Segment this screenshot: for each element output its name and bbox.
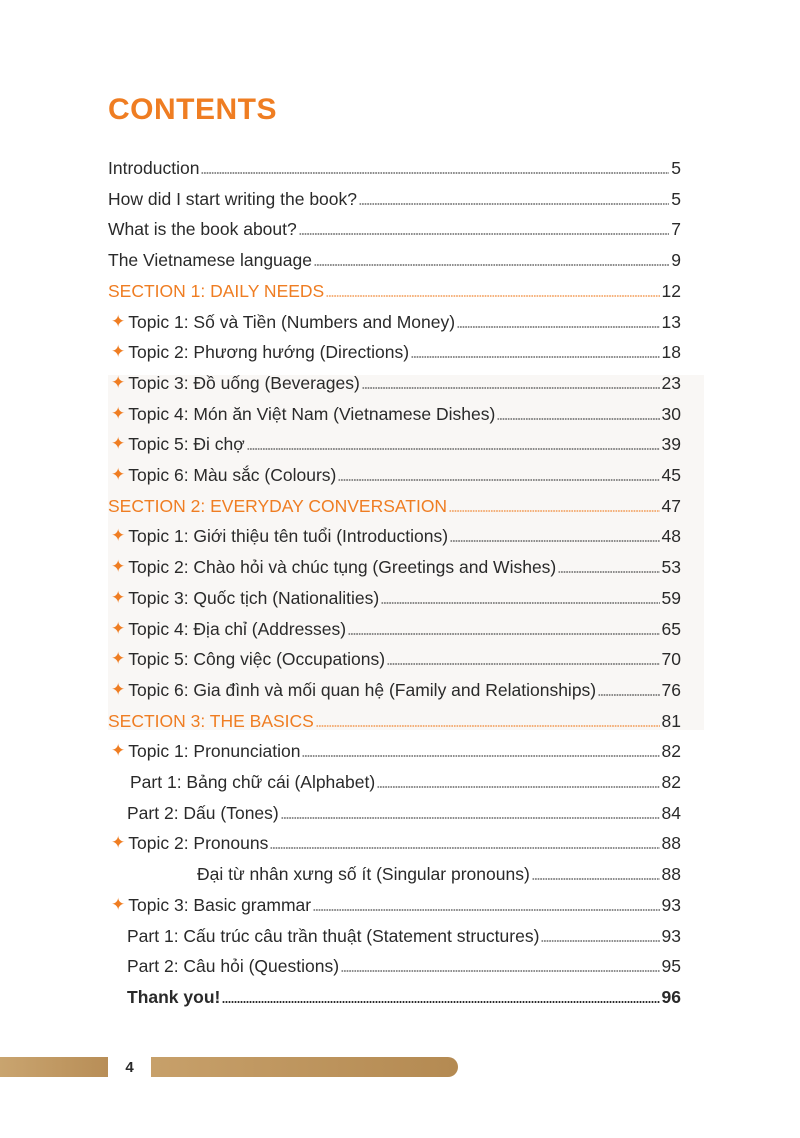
toc-entry-page: 5: [671, 158, 681, 178]
dot-leader: [326, 295, 659, 297]
dot-leader: [302, 755, 659, 757]
toc-entry-label: Part 1: Cấu trúc câu trần thuật (Statement structures): [127, 926, 540, 946]
four-point-star-icon: ✦: [111, 833, 126, 852]
toc-entry-label: Topic 2: Pronouns: [128, 833, 269, 853]
toc-entry[interactable]: [127, 946, 681, 977]
toc-entry-label: Topic 3: Quốc tịch (Nationalities): [128, 588, 380, 608]
dot-leader: [316, 725, 660, 727]
four-point-star-icon: ✦: [111, 373, 126, 392]
four-point-star-icon: ✦: [111, 557, 126, 576]
toc-entry[interactable]: [127, 916, 681, 947]
four-point-star-icon: ✦: [111, 680, 126, 699]
dot-leader: [450, 540, 659, 542]
toc-entry-label: The Vietnamese language: [108, 250, 312, 270]
toc-entry-label: What is the book about?: [108, 219, 297, 239]
toc-entry[interactable]: [108, 701, 681, 732]
four-point-star-icon: ✦: [111, 312, 126, 331]
toc-entry-page: 82: [661, 741, 681, 761]
toc-entry-label: Topic 6: Gia đình và mối quan hệ (Family and Relationships): [128, 680, 597, 700]
toc-entry-label: Topic 2: Chào hỏi và chúc tụng (Greetings and Wishes): [128, 557, 557, 577]
dot-leader: [377, 786, 659, 788]
dot-leader: [222, 1001, 659, 1003]
toc-entry-page: 30: [661, 404, 681, 424]
toc-entry[interactable]: [130, 762, 681, 793]
four-point-star-icon: ✦: [111, 434, 126, 453]
toc-entry[interactable]: [111, 455, 681, 486]
dot-leader: [338, 479, 659, 481]
dot-leader: [541, 940, 659, 942]
page-title: CONTENTS: [108, 93, 277, 126]
toc-entry[interactable]: [111, 516, 681, 547]
dot-leader: [247, 448, 660, 450]
dot-leader: [558, 571, 659, 573]
dot-leader: [387, 663, 659, 665]
toc-entry-page: 7: [671, 219, 681, 239]
dot-leader: [497, 418, 659, 420]
toc-entry-label: Topic 1: Số và Tiền (Numbers and Money): [128, 312, 456, 332]
toc-entry-page: 48: [661, 526, 681, 546]
toc-entry-label: Topic 3: Basic grammar: [128, 895, 312, 915]
toc-entry[interactable]: [197, 854, 681, 885]
four-point-star-icon: ✦: [111, 342, 126, 361]
toc-entry-page: 47: [661, 496, 681, 516]
four-point-star-icon: ✦: [111, 619, 126, 638]
dot-leader: [299, 233, 670, 235]
toc-entry[interactable]: [111, 302, 681, 333]
toc-entry-page: 93: [661, 926, 681, 946]
toc-entry-label: Topic 4: Món ăn Việt Nam (Vietnamese Dishes): [128, 404, 496, 424]
toc-entry[interactable]: [108, 271, 681, 302]
dot-leader: [411, 356, 659, 358]
toc-entry-label: SECTION 2: EVERYDAY CONVERSATION: [108, 496, 448, 516]
dot-leader: [362, 387, 660, 389]
toc-entry-page: 96: [661, 987, 681, 1007]
toc-entry-page: 45: [661, 465, 681, 485]
toc-entry[interactable]: [127, 793, 681, 824]
toc-entry[interactable]: [108, 486, 681, 517]
toc-entry[interactable]: [111, 547, 681, 578]
page-number: 4: [125, 1059, 134, 1076]
toc-entry-label: Topic 6: Màu sắc (Colours): [128, 465, 337, 485]
toc-entry-page: 39: [661, 434, 681, 454]
toc-entry-page: 70: [661, 649, 681, 669]
toc-entry-page: 93: [661, 895, 681, 915]
toc-entry-page: 18: [661, 342, 681, 362]
toc-entry-page: 76: [661, 680, 681, 700]
toc-entry-label: SECTION 3: THE BASICS: [108, 711, 314, 731]
toc-entry[interactable]: [111, 670, 681, 701]
dot-leader: [314, 264, 669, 266]
toc-entry[interactable]: [108, 209, 681, 240]
toc-entry[interactable]: [111, 823, 681, 854]
dot-leader: [598, 694, 659, 696]
toc-entry-label: Thank you!: [127, 987, 221, 1007]
toc-entry[interactable]: [111, 394, 681, 425]
toc-entry-label: Topic 3: Đồ uống (Beverages): [128, 373, 360, 393]
dot-leader: [449, 510, 659, 512]
toc-entry[interactable]: [108, 179, 681, 210]
toc-entry-page: 88: [661, 833, 681, 853]
toc-entry-page: 95: [661, 956, 681, 976]
four-point-star-icon: ✦: [111, 741, 126, 760]
footer-bar-right: [151, 1057, 458, 1077]
toc-entry-label: Part 1: Bảng chữ cái (Alphabet): [130, 772, 376, 792]
dot-leader: [348, 633, 659, 635]
toc-entry-label: Topic 1: Giới thiệu tên tuổi (Introductions): [128, 526, 449, 546]
toc-entry-label: Topic 2: Phương hướng (Directions): [128, 342, 410, 362]
dot-leader: [359, 203, 669, 205]
toc-entry-label: Topic 4: Địa chỉ (Addresses): [128, 619, 347, 639]
toc-entry-page: 82: [661, 772, 681, 792]
toc-entry[interactable]: [111, 332, 681, 363]
toc-entry[interactable]: [111, 609, 681, 640]
toc-entry[interactable]: [108, 240, 681, 271]
dot-leader: [532, 878, 660, 880]
toc-entry-label: Part 2: Dấu (Tones): [127, 803, 279, 823]
toc-entry[interactable]: [108, 148, 681, 179]
toc-entry[interactable]: [111, 363, 681, 394]
four-point-star-icon: ✦: [111, 588, 126, 607]
dot-leader: [381, 602, 659, 604]
four-point-star-icon: ✦: [111, 895, 126, 914]
toc-entry-page: 23: [661, 373, 681, 393]
toc-entry-page: 88: [661, 864, 681, 884]
dot-leader: [281, 817, 660, 819]
toc-entry-page: 81: [661, 711, 681, 731]
dot-leader: [270, 847, 659, 849]
toc-entry-label: Topic 1: Pronunciation: [128, 741, 301, 761]
toc-entry-page: 5: [671, 189, 681, 209]
toc-entry-page: 12: [661, 281, 681, 301]
toc-entry-page: 59: [661, 588, 681, 608]
toc-entry-label: Topic 5: Công việc (Occupations): [128, 649, 386, 669]
toc-entry-label: How did I start writing the book?: [108, 189, 358, 209]
dot-leader: [313, 909, 659, 911]
toc-entry-label: SECTION 1: DAILY NEEDS: [108, 281, 325, 301]
toc-entry-page: 13: [661, 312, 681, 332]
toc-entry-label: Topic 5: Đi chợ: [128, 434, 245, 454]
four-point-star-icon: ✦: [111, 404, 126, 423]
toc-entry[interactable]: [111, 639, 681, 670]
four-point-star-icon: ✦: [111, 465, 126, 484]
dot-leader: [457, 326, 659, 328]
toc-entry-label: Đại từ nhân xưng số ít (Singular pronouns): [197, 864, 530, 884]
toc-entry[interactable]: [127, 977, 681, 1008]
footer-bar-left: [0, 1057, 108, 1077]
toc-entry-page: 65: [661, 619, 681, 639]
toc-entry-page: 53: [661, 557, 681, 577]
toc-entry[interactable]: [111, 731, 681, 762]
toc-entry[interactable]: [111, 424, 681, 455]
four-point-star-icon: ✦: [111, 649, 126, 668]
dot-leader: [341, 970, 659, 972]
toc-entry-label: Introduction: [108, 158, 200, 178]
four-point-star-icon: ✦: [111, 526, 126, 545]
toc-entry-page: 9: [671, 250, 681, 270]
toc-entry[interactable]: [111, 578, 681, 609]
toc-entry-label: Part 2: Câu hỏi (Questions): [127, 956, 340, 976]
toc-entry-page: 84: [661, 803, 681, 823]
dot-leader: [201, 172, 669, 174]
toc-entry[interactable]: [111, 885, 681, 916]
